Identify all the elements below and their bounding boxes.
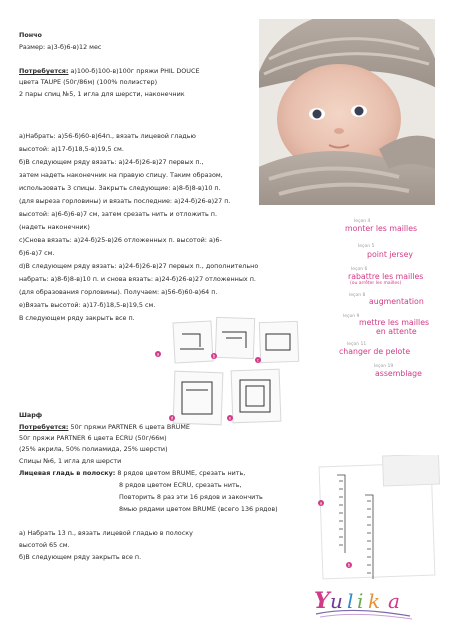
poncho-step: б)6-в)7 см. (19, 249, 55, 257)
scarf-marker-b: b (347, 562, 351, 568)
poncho-step: высотой: а)6-б)6-в)7 см, затем срезать нить и отложить п. (19, 210, 218, 218)
scarf-req-line1 (19, 423, 190, 431)
legend-lesson: leçon 8 (349, 293, 366, 298)
poncho-requirements-line3: 2 пары спиц №5, 1 игла для шерсти, наконечник (19, 90, 185, 98)
poncho-requirements-line1 (19, 67, 199, 75)
poncho-req-label: Потребуется: (19, 67, 69, 75)
poncho-requirements-line2: цвета TAUPE (50г/86м) (100% полиэстер) (19, 78, 158, 86)
scarf-marker-a: a (319, 500, 323, 506)
svg-text:u: u (330, 589, 343, 613)
legend-label: point jersey (367, 250, 414, 259)
poncho-step: а)Набрать: а)56-б)60-в)64п., вязать лицевой гладью (19, 132, 196, 140)
scarf-stripe-line3: Повторить 8 раз эти 16 рядов и закончить (119, 493, 263, 501)
poncho-step: б)В следующем ряду вязать: а)24-б)26-в)27 первых п., (19, 158, 204, 166)
legend-lesson: leçon 5 (358, 244, 375, 249)
scarf-stripe-line4: 8мью рядами цветом BRUME (всего 136 рядов) (119, 505, 278, 513)
scarf-req-label: Потребуется: (19, 423, 69, 431)
legend-lesson: leçon 6 (351, 267, 368, 272)
poncho-step: d)В следующем ряду вязать: а)24-б)26-в)27 первых п., дополнительно (19, 262, 259, 270)
poncho-step: В следующем ряду закрыть все п. (19, 314, 135, 322)
scarf-diagram (313, 455, 443, 585)
yulika-logo (312, 586, 438, 622)
svg-text:l: l (347, 589, 354, 613)
scarf-stripe-line2: 8 рядов цветом ECRU, срезать нить, (119, 481, 242, 489)
scarf-stripe-line1 (19, 469, 245, 477)
scarf-stripe-label: Лицевая гладь в полоску: (19, 469, 116, 477)
legend-label: changer de pelote (339, 347, 411, 356)
legend-lesson: leçon 4 (354, 219, 371, 224)
legend-lesson: leçon 9 (343, 314, 360, 319)
diagram-marker-b: b (212, 353, 216, 359)
svg-text:a: a (388, 589, 400, 613)
svg-text:k: k (368, 589, 381, 613)
poncho-step: с)Снова вязать: а)24-б)25-в)26 отложенных п. высотой: а)6- (19, 236, 222, 244)
scarf-step-a1: а) Набрать 13 п., вязать лицевой гладью в полоску (19, 529, 193, 537)
scarf-step-a2: высотой 65 см. (19, 541, 70, 549)
poncho-step: е)Вязать высотой: а)17-б)18,5-в)19,5 см. (19, 301, 156, 309)
legend-label: assemblage (375, 369, 422, 378)
diagram-marker-a: a (156, 351, 160, 357)
svg-text:i: i (357, 589, 364, 613)
legend-lesson: leçon 19 (374, 364, 394, 369)
svg-text:Y: Y (314, 588, 330, 614)
diagram-marker-e: e (228, 415, 232, 421)
poncho-step: (для образования горловины). Получаем: а)56-б)60-в)64 п. (19, 288, 218, 296)
poncho-step: высотой: а)17-б)18,5-в)19,5 см. (19, 145, 124, 153)
poncho-step: (надеть наконечник) (19, 223, 90, 231)
legend-sub: (ou arrêter les mailles) (350, 281, 402, 286)
legend-label: en attente (376, 327, 417, 336)
scarf-step-b: б)В следующем ряду закрыть все п. (19, 553, 142, 561)
diagram-marker-c: c (256, 357, 260, 363)
legend-label: augmentation (369, 297, 424, 306)
diagram-marker-d: d (170, 415, 174, 421)
legend-label: monter les mailles (345, 224, 418, 233)
legend-lesson: leçon 11 (347, 342, 367, 347)
poncho-diagrams (152, 314, 327, 432)
scarf-stripe-text: 8 рядов цветом BRUME, срезать нить, (115, 469, 246, 477)
poncho-step: затем надеть наконечник на правую спицу. Таким образом, (19, 171, 223, 179)
scarf-req-line4: Спицы №6, 1 игла для шерсти (19, 457, 122, 465)
poncho-title: Пончо (19, 31, 42, 39)
scarf-req-line3: (25% акрила, 50% полиамида, 25% шерсти) (19, 445, 168, 453)
scarf-req-line2: 50г пряжи PARTNER 6 цвета ECRU (50г/66м) (19, 434, 167, 442)
baby-photo-image (259, 19, 435, 205)
legend-label: rabattre les mailles (348, 272, 424, 281)
poncho-req-text: а)100-б)100-в)100г пряжи PHIL DOUCE (68, 67, 200, 75)
poncho-step: использовать 3 спицы. Закрыть следующие: а)8-б)8-в)10 п. (19, 184, 221, 192)
poncho-size: Размер: а)3-б)6-в)12 мес (19, 43, 102, 51)
scarf-title: Шарф (19, 411, 43, 419)
baby-photo (259, 19, 435, 205)
poncho-step: набрать: а)8-б)8-в)10 п. и снова вязать: а)24-б)26-в)27 отложенных п. (19, 275, 256, 283)
legend-label: mettre les mailles (359, 318, 430, 327)
scarf-req-text: 50г пряжи PARTNER 6 цвета BRUME (68, 423, 190, 431)
poncho-step: (для выреза горловины) и вязать последние: а)24-б)26-в)27 п. (19, 197, 231, 205)
